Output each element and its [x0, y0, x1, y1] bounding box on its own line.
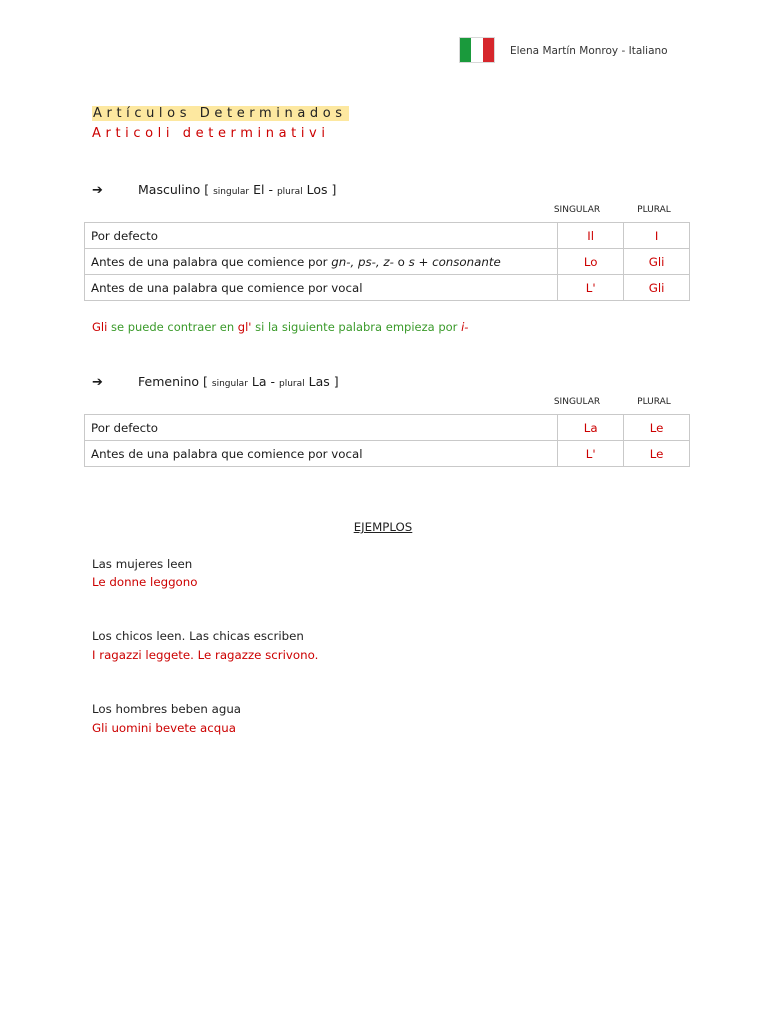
page-subtitle: Articoli determinativi — [92, 126, 330, 141]
section-masculino-heading: ➔ Masculino [ singular El - plural Los ] — [92, 182, 337, 198]
row-plural: Gli — [624, 249, 690, 275]
masculino-table — [84, 222, 690, 301]
row-description: Por defecto — [85, 223, 558, 249]
table-row — [85, 249, 690, 275]
row-singular: L' — [558, 275, 624, 301]
row-singular: Il — [558, 223, 624, 249]
row-singular: Lo — [558, 249, 624, 275]
column-header-singular: SINGULAR — [553, 205, 601, 215]
table-row — [85, 223, 690, 249]
row-description: Antes de una palabra que comience por vocal — [85, 441, 558, 467]
arrow-right-icon: ➔ — [92, 375, 103, 390]
femenino-table — [84, 414, 690, 467]
italy-flag-icon — [460, 38, 494, 62]
example-spanish: Las mujeres leen — [92, 557, 193, 571]
row-description: Por defecto — [85, 415, 558, 441]
row-description: Antes de una palabra que comience por vocal — [85, 275, 558, 301]
examples-heading: EJEMPLOS — [353, 520, 413, 534]
example-italian: Le donne leggono — [92, 575, 198, 589]
row-plural: Gli — [624, 275, 690, 301]
author-header: Elena Martín Monroy - Italiano — [510, 45, 668, 57]
example-italian: I ragazzi leggete. Le ragazze scrivono. — [92, 648, 319, 662]
row-description: Antes de una palabra que comience por gn-, ps-, z- o s + consonante — [85, 249, 558, 275]
column-header-singular: SINGULAR — [553, 397, 601, 407]
row-singular: La — [558, 415, 624, 441]
arrow-right-icon: ➔ — [92, 183, 103, 198]
table-row — [85, 415, 690, 441]
section-femenino-heading: ➔ Femenino [ singular La - plural Las ] — [92, 374, 339, 390]
page-title: Artículos Determinados — [93, 106, 347, 121]
row-singular: L' — [558, 441, 624, 467]
table-row — [85, 441, 690, 467]
row-plural: Le — [624, 441, 690, 467]
example-spanish: Los chicos leen. Las chicas escriben — [92, 629, 304, 643]
row-plural: I — [624, 223, 690, 249]
column-header-plural: PLURAL — [637, 205, 671, 215]
column-header-plural: PLURAL — [637, 397, 671, 407]
table-row — [85, 275, 690, 301]
example-spanish: Los hombres beben agua — [92, 702, 242, 716]
contraction-note: Gli se puede contraer en gl' si la siguiente palabra empieza por i- — [92, 320, 469, 334]
example-italian: Gli uomini bevete acqua — [92, 721, 236, 735]
row-plural: Le — [624, 415, 690, 441]
